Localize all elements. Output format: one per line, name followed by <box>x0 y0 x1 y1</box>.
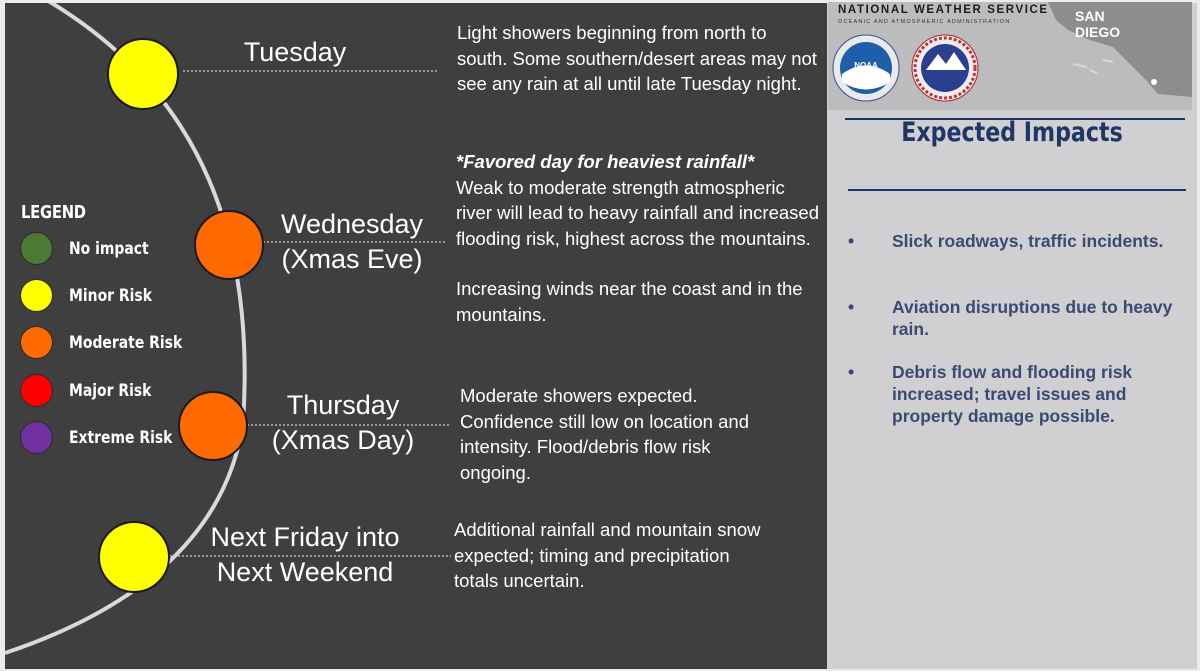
legend-label: Major Risk <box>69 381 152 401</box>
legend-item-no-impact <box>20 232 220 268</box>
legend-label: Extreme Risk <box>69 428 173 448</box>
svg-text:NOAA: NOAA <box>854 61 878 70</box>
legend-title: LEGEND <box>21 202 86 223</box>
legend-label: Moderate Risk <box>69 333 183 353</box>
risk-dot-friday <box>99 522 169 592</box>
day-label-thursday <box>258 388 428 458</box>
bullet-icon: • <box>848 231 855 251</box>
impact-item <box>848 361 1178 429</box>
legend-label: Minor Risk <box>69 286 152 306</box>
day-name: Next Friday into <box>210 522 400 552</box>
legend-item-major-risk <box>20 374 220 410</box>
day-label-wednesday <box>267 207 437 277</box>
title-rule-bottom <box>848 189 1186 191</box>
description-wednesday <box>456 149 824 327</box>
favored-day-note: *Favored day for heaviest rainfall* <box>456 151 755 172</box>
legend-item-minor-risk <box>20 279 220 315</box>
legend-item-moderate-risk <box>20 326 220 362</box>
legend-label: No impact <box>69 239 149 259</box>
day-subtitle: (Xmas Eve) <box>281 244 423 274</box>
description-text-2: Increasing winds near the coast and in the mountains. <box>456 278 803 325</box>
impact-text: Aviation disruptions due to heavy rain. <box>892 297 1173 339</box>
legend-dot <box>20 326 53 359</box>
day-name: Thursday <box>286 390 400 420</box>
description-text: Additional rainfall and mountain snow expected; timing and precipitation totals uncertain. <box>454 519 761 591</box>
day-name: Wednesday <box>280 209 424 239</box>
day-subtitle: Next Weekend <box>216 557 394 587</box>
nws-header <box>828 2 1192 110</box>
noaa-logo <box>833 35 899 101</box>
impact-item <box>848 230 1178 276</box>
description-tuesday <box>457 20 822 97</box>
legend-dot <box>20 232 53 265</box>
office-name: SAN DIEGO <box>1075 8 1121 40</box>
impacts-title: Expected Impacts <box>901 117 1123 148</box>
legend-item-extreme-risk <box>20 421 220 457</box>
day-label-friday <box>195 520 415 590</box>
description-thursday <box>460 383 780 485</box>
impact-item <box>848 296 1178 342</box>
description-friday <box>454 517 774 594</box>
bullet-icon: • <box>848 297 855 317</box>
impact-text: Slick roadways, traffic incidents. <box>892 231 1164 251</box>
impact-text: Debris flow and flooding risk increased; travel issues and property damage possible. <box>892 362 1133 426</box>
legend-dot <box>20 421 53 454</box>
description-text: Moderate showers expected. Confidence still low on location and intensity. Flood/debris flow risk ongoing. <box>460 385 749 483</box>
description-text: Weak to moderate strength atmospheric river will lead to heavy rainfall and increased flooding risk, highest across the mountains. <box>456 176 819 249</box>
legend-dot <box>20 374 53 407</box>
bullet-icon: • <box>848 362 855 382</box>
nws-logo <box>912 35 978 101</box>
agency-subtitle: OCEANIC AND ATMOSPHERIC ADMINISTRATION <box>838 19 1011 25</box>
description-text: Light showers beginning from north to south. Some southern/desert areas may not see any rain at all until late Tuesday night. <box>457 22 817 94</box>
day-name: Tuesday <box>243 37 347 67</box>
legend-dot <box>20 279 53 312</box>
day-label-tuesday <box>215 35 375 70</box>
risk-dot-tuesday <box>108 39 178 109</box>
agency-name: NATIONAL WEATHER SERVICE <box>838 4 1049 16</box>
day-subtitle: (Xmas Day) <box>271 425 415 455</box>
